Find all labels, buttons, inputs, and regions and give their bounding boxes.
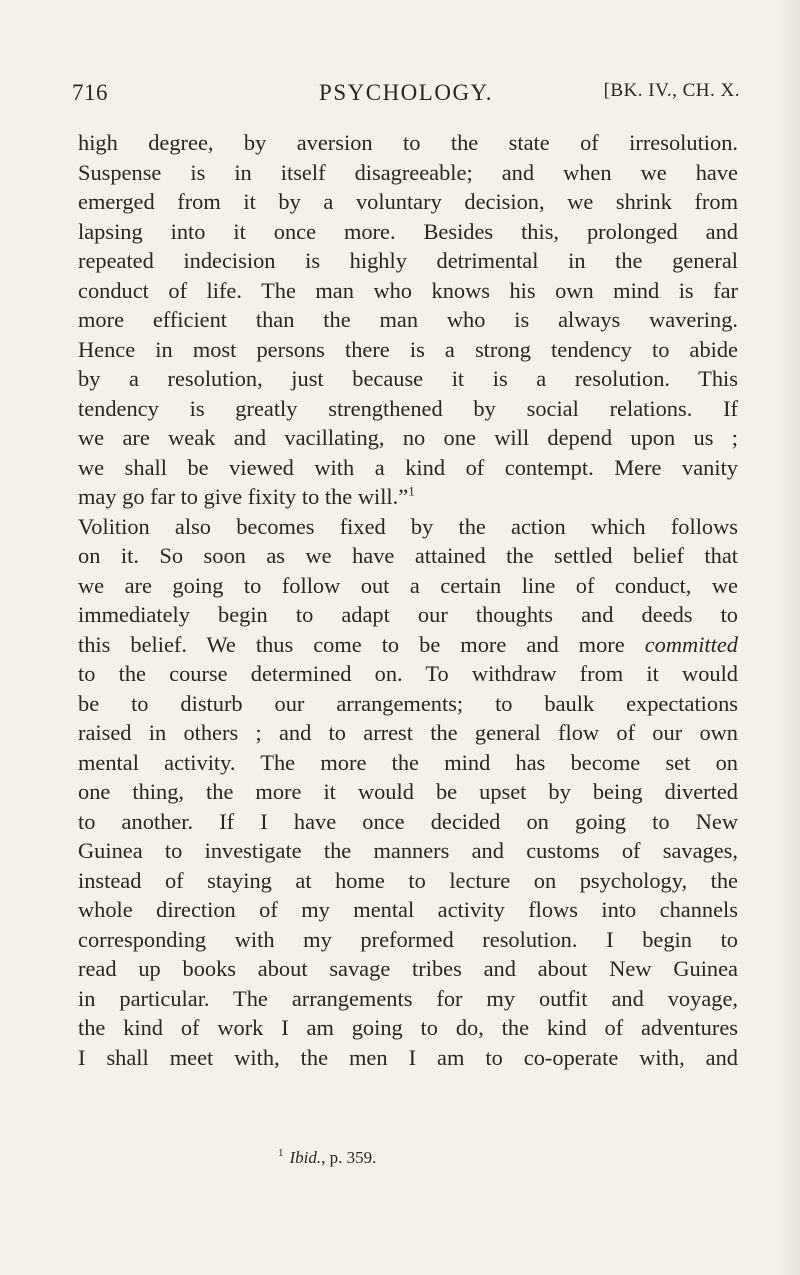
footnote bbox=[278, 1148, 376, 1168]
text-line: mental activity. The more the mind has become set on bbox=[78, 749, 738, 775]
footnote-source: Ibid. bbox=[289, 1148, 322, 1167]
page-edge-shadow bbox=[778, 0, 800, 1275]
text-line: be to disturb our arrangements; to baulk expectations bbox=[78, 690, 738, 716]
text-line: Volition also becomes fixed by the action which follows bbox=[78, 513, 738, 539]
text-line: on it. So soon as we have attained the settled belief that bbox=[78, 543, 738, 568]
header-title: PSYCHOLOGY. bbox=[319, 80, 493, 105]
text-line: more efficient than the man who is always wavering. bbox=[78, 307, 738, 332]
footnote-page: , p. 359. bbox=[321, 1148, 377, 1167]
text-line: this belief. We thus come to be more and more bbox=[78, 631, 625, 657]
text-line: immediately begin to adapt our thoughts and deeds to bbox=[78, 602, 738, 627]
text-line: may go far to give fixity to the will.” bbox=[78, 484, 409, 509]
text-line: read up books about savage tribes and about New Guinea bbox=[78, 956, 738, 981]
text-line: repeated indecision is highly detrimental in the general bbox=[78, 248, 738, 273]
text-line: by a resolution, just because it is a resolution. This bbox=[78, 366, 738, 391]
text-line: we are going to follow out a certain line of conduct, we bbox=[78, 572, 738, 598]
text-line: lapsing into it once more. Besides this, prolonged and bbox=[78, 218, 738, 244]
text-line: corresponding with my preformed resolution. I begin to bbox=[78, 926, 738, 952]
text-line: whole direction of my mental activity flows into channels bbox=[78, 897, 738, 922]
text-line: we are weak and vacillating, no one will depend upon us ; bbox=[78, 425, 738, 450]
text-line: to the course determined on. To withdraw from it would bbox=[78, 661, 738, 686]
footnote-marker: 1 bbox=[408, 483, 415, 499]
text-line: Guinea to investigate the manners and customs of savages, bbox=[78, 838, 738, 863]
text-line: the kind of work I am going to do, the kind of adventures bbox=[78, 1015, 738, 1040]
page-number: 716 bbox=[72, 80, 108, 105]
text-line: tendency is greatly strengthened by social relations. If bbox=[78, 395, 738, 421]
book-chapter-reference: [BK. IV., CH. X. bbox=[603, 80, 740, 101]
text-line: emerged from it by a voluntary decision, we shrink from bbox=[78, 189, 738, 214]
text-line: we shall be viewed with a kind of contempt. Mere vanity bbox=[78, 454, 738, 480]
text-line: I shall meet with, the men I am to co-operate with, and bbox=[78, 1044, 738, 1070]
text-line: to another. If I have once decided on going to New bbox=[78, 808, 738, 834]
text-line: instead of staying at home to lecture on psychology, the bbox=[78, 867, 738, 893]
italic-word: committed bbox=[644, 631, 738, 657]
text-line: raised in others ; and to arrest the general flow of our own bbox=[78, 720, 738, 745]
text-line-with-italic bbox=[78, 630, 738, 660]
text-line: conduct of life. The man who knows his own mind is far bbox=[78, 277, 738, 303]
footnote-number: 1 bbox=[278, 1147, 284, 1160]
running-head bbox=[72, 80, 740, 114]
text-line-with-footnote bbox=[78, 482, 738, 512]
body-text bbox=[78, 128, 738, 1072]
text-line: in particular. The arrangements for my outfit and voyage, bbox=[78, 985, 738, 1011]
text-line: one thing, the more it would be upset by being diverted bbox=[78, 779, 738, 804]
text-line: high degree, by aversion to the state of irresolution. bbox=[78, 130, 738, 155]
text-line: Suspense is in itself disagreeable; and when we have bbox=[78, 159, 738, 185]
text-line: Hence in most persons there is a strong tendency to abide bbox=[78, 336, 738, 362]
